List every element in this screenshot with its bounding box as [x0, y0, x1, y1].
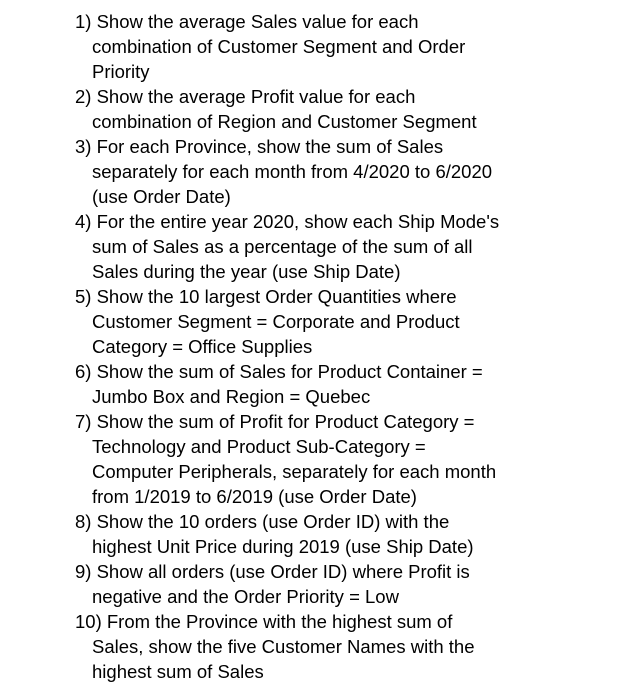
list-item-line: combination of Customer Segment and Order: [92, 36, 466, 57]
list-item-first-line: 7) Show the sum of Profit for Product Category =: [75, 411, 475, 432]
list-item: [0, 359, 635, 409]
list-item-line: Priority: [92, 61, 150, 82]
list-item: [0, 134, 635, 209]
task-list: [0, 9, 635, 684]
list-item-line: Sales during the year (use Ship Date): [92, 261, 401, 282]
list-item-line: Sales, show the five Customer Names with the: [92, 636, 475, 657]
list-item-first-line: 8) Show the 10 orders (use Order ID) with the: [75, 511, 450, 532]
list-item-line: negative and the Order Priority = Low: [92, 586, 399, 607]
list-item-line: sum of Sales as a percentage of the sum of all: [92, 236, 473, 257]
list-item: [0, 609, 635, 684]
list-item-line: separately for each month from 4/2020 to 6/2020: [92, 161, 493, 182]
list-item-first-line: 5) Show the 10 largest Order Quantities where: [75, 286, 457, 307]
list-item-first-line: 4) For the entire year 2020, show each Ship Mode's: [75, 211, 500, 232]
list-item-first-line: 2) Show the average Profit value for each: [75, 86, 416, 107]
list-item-first-line: 1) Show the average Sales value for each: [75, 11, 419, 32]
list-item-line: from 1/2019 to 6/2019 (use Order Date): [92, 486, 417, 507]
list-item-first-line: 10) From the Province with the highest sum of: [75, 611, 453, 632]
list-item: [0, 509, 635, 559]
list-item-first-line: 6) Show the sum of Sales for Product Container =: [75, 361, 483, 382]
list-item-line: Customer Segment = Corporate and Product: [92, 311, 460, 332]
list-item-line: (use Order Date): [92, 186, 231, 207]
list-item-line: highest sum of Sales: [92, 661, 264, 682]
list-item: [0, 209, 635, 284]
list-item: [0, 84, 635, 134]
list-item-line: Category = Office Supplies: [92, 336, 313, 357]
list-item: [0, 284, 635, 359]
list-item: [0, 409, 635, 509]
list-item-first-line: 3) For each Province, show the sum of Sales: [75, 136, 444, 157]
list-item-line: Technology and Product Sub-Category =: [92, 436, 426, 457]
list-item-line: highest Unit Price during 2019 (use Ship Date): [92, 536, 474, 557]
list-item-line: Computer Peripherals, separately for each month: [92, 461, 497, 482]
list-item-first-line: 9) Show all orders (use Order ID) where Profit is: [75, 561, 470, 582]
list-item-line: Jumbo Box and Region = Quebec: [92, 386, 371, 407]
list-item-line: combination of Region and Customer Segment: [92, 111, 477, 132]
list-item: [0, 9, 635, 84]
list-item: [0, 559, 635, 609]
